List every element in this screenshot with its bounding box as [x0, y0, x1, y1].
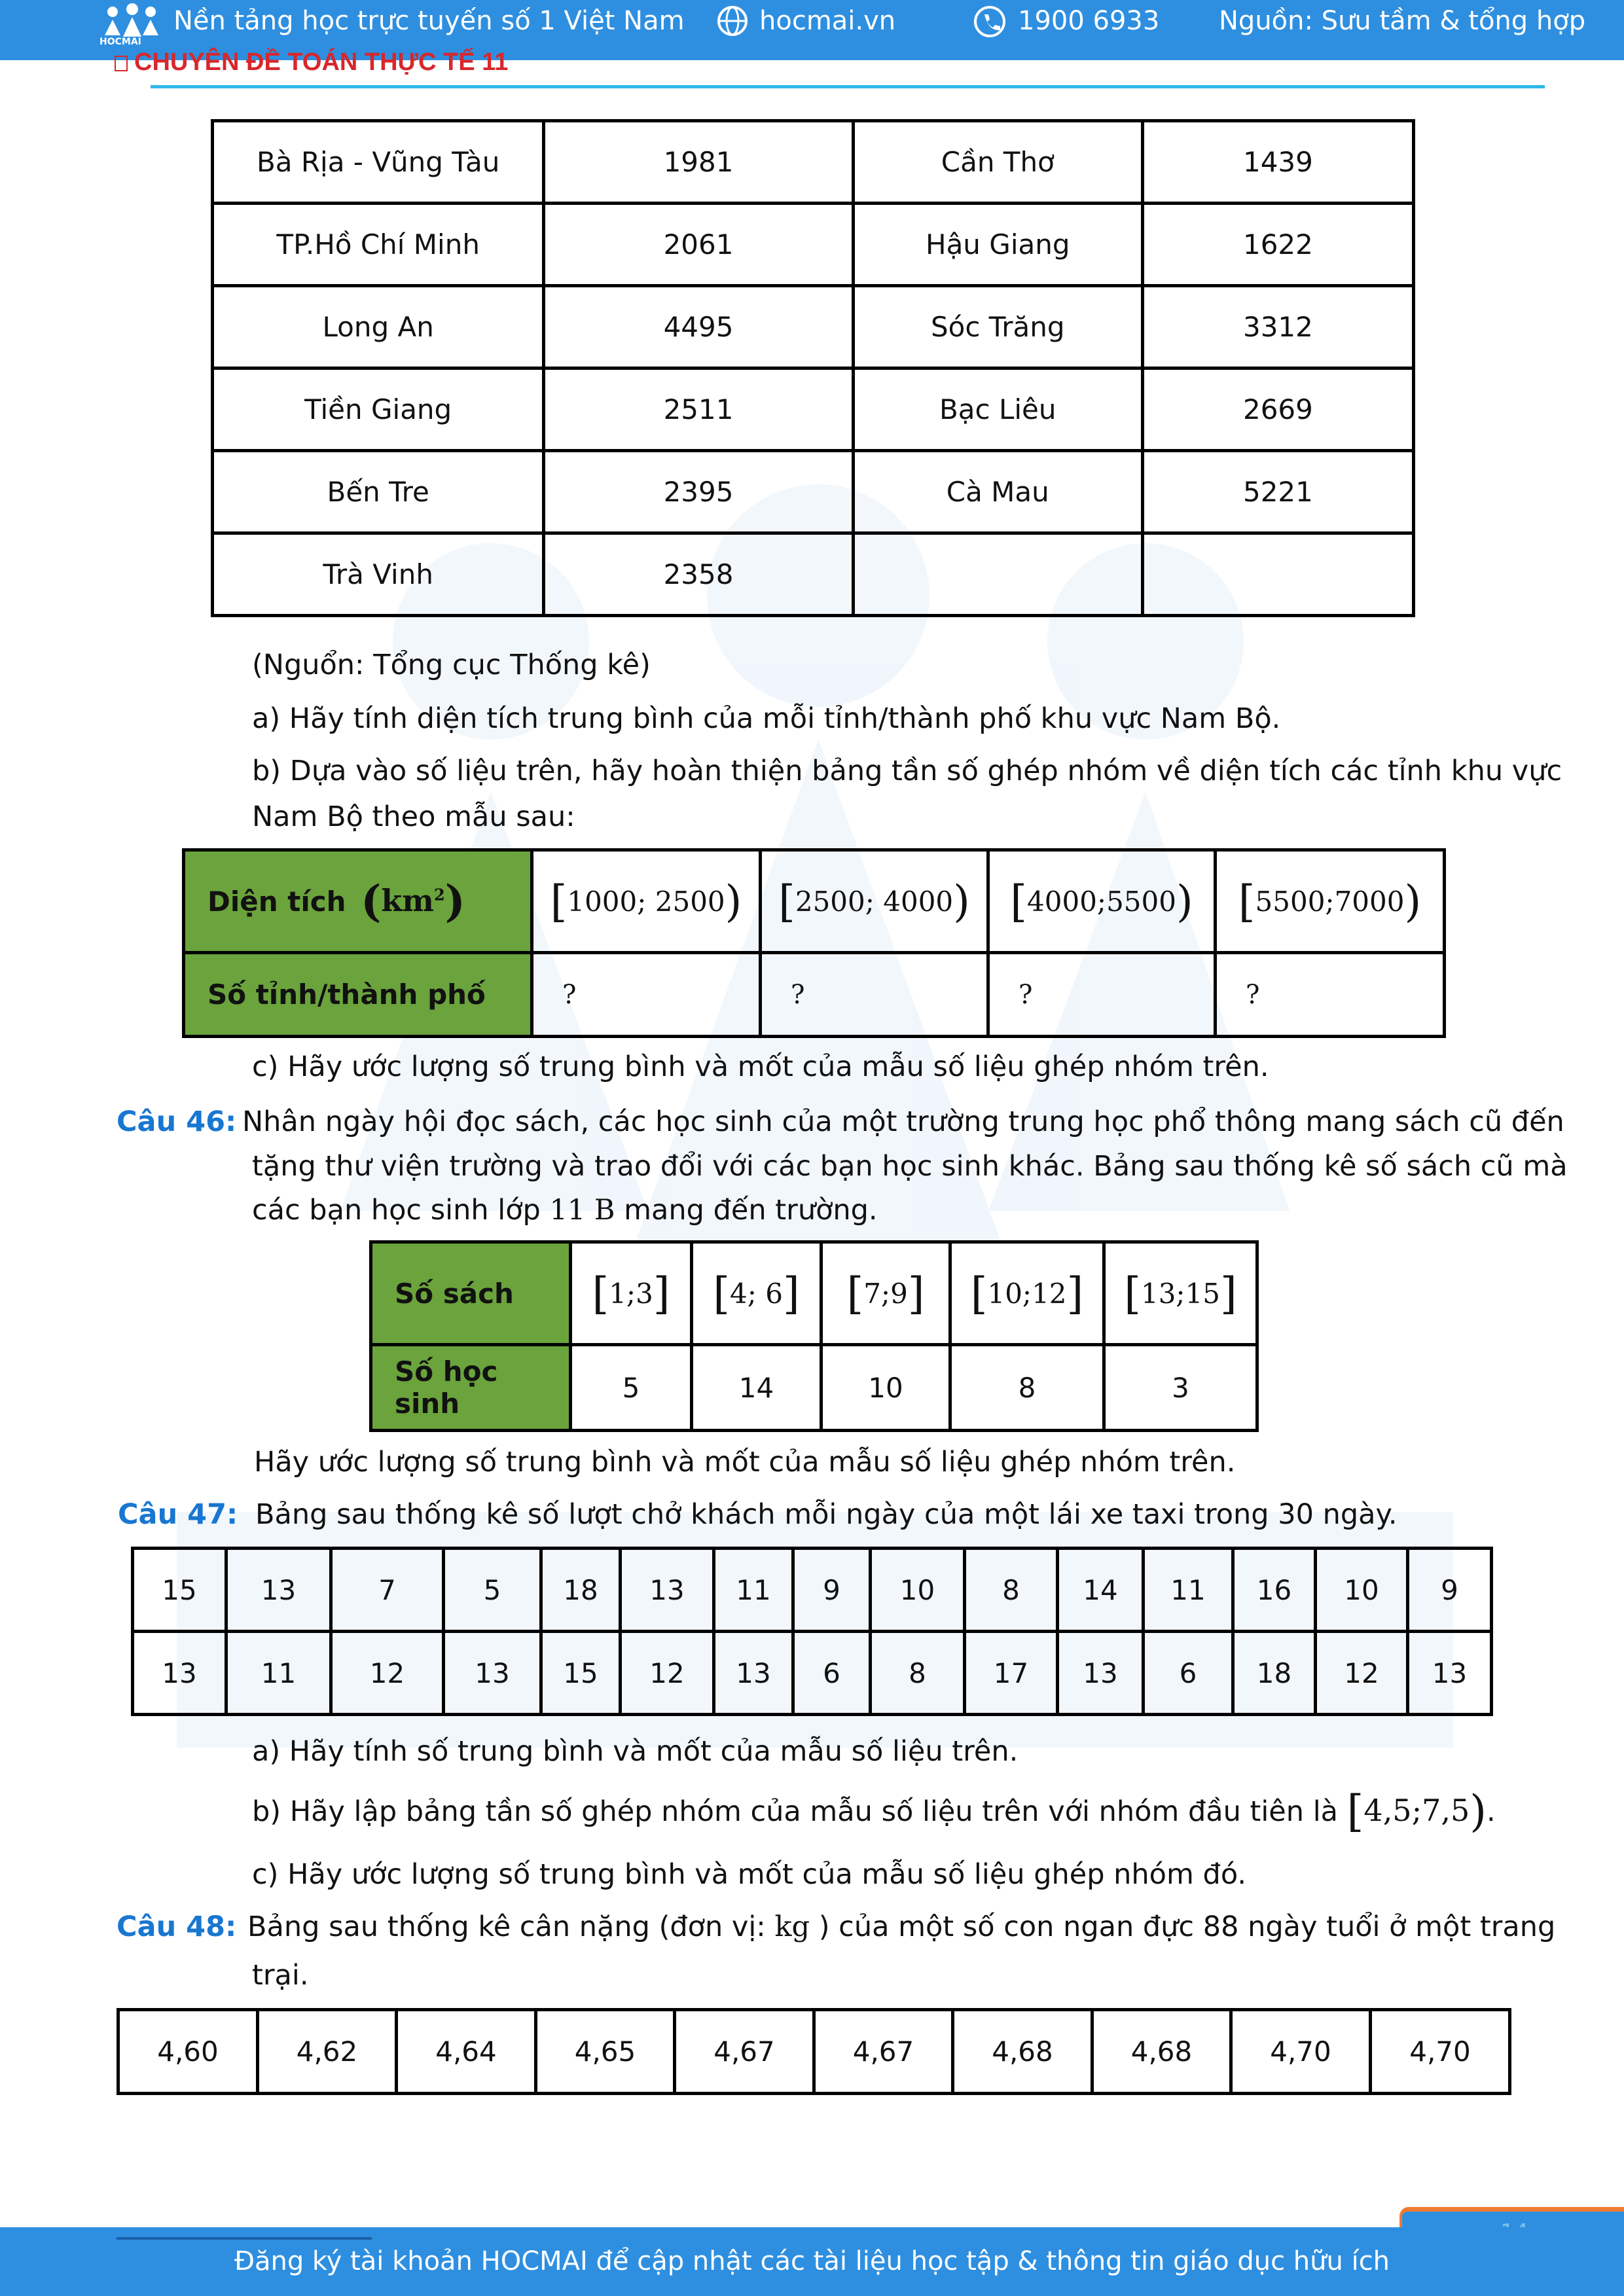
data-cell: 5 — [444, 1549, 541, 1632]
data-cell: 15 — [541, 1632, 621, 1715]
taxi-trips-table — [131, 1547, 1493, 1716]
interval-cell: [4000;5500) — [988, 850, 1216, 953]
data-cell: 10 — [1316, 1549, 1408, 1632]
province-area: 1622 — [1142, 204, 1413, 286]
data-cell: 17 — [965, 1632, 1058, 1715]
q46-line3-post: mang đến trường. — [624, 1194, 878, 1227]
table-row — [213, 368, 1414, 451]
q48-label: Câu 48: — [117, 1910, 237, 1943]
data-cell: 18 — [541, 1549, 621, 1632]
data-cell: 13 — [1058, 1632, 1144, 1715]
q45-part-c: c) Hãy ước lượng số trung bình và mốt của mẫu số liệu ghép nhóm trên. — [252, 1050, 1269, 1083]
logo-text: HOCMAI — [99, 37, 141, 47]
interval-value: 2500; 4000 — [795, 885, 954, 918]
books-label: Số sách — [371, 1242, 571, 1345]
source-note: (Nguổn: Tổng cục Thống kê) — [252, 649, 651, 681]
count-cell: 14 — [692, 1345, 821, 1431]
province-name: Long An — [213, 286, 544, 368]
placeholder-cell: ? — [1216, 953, 1445, 1037]
area-label-cell: Diện tích $(km^2)$ — [184, 850, 532, 953]
data-cell: 11 — [1144, 1549, 1233, 1632]
count-cell: 8 — [950, 1345, 1104, 1431]
interval-value: 1000; 2500 — [567, 885, 725, 918]
province-name: Sóc Trăng — [853, 286, 1142, 368]
data-cell: 8 — [871, 1632, 965, 1715]
header-website-link[interactable]: hocmai.vn — [759, 6, 896, 36]
interval-value: 7;9 — [863, 1277, 908, 1310]
data-cell: 12 — [621, 1632, 714, 1715]
area-unit-exponent: 2 — [433, 885, 445, 905]
class-name: 11 B — [549, 1194, 615, 1227]
q45-part-b-line2: Nam Bộ theo mẫu sau: — [252, 800, 575, 833]
area-frequency-table — [182, 848, 1446, 1038]
interval-cell: [13;15] — [1104, 1242, 1257, 1345]
province-name: Trà Vinh — [213, 533, 544, 616]
q47-intro: Bảng sau thống kê số lượt chở khách mỗi ngày của một lái xe taxi trong 30 ngày. — [255, 1498, 1398, 1531]
q47-part-a: a) Hãy tính số trung bình và mốt của mẫu số liệu trên. — [252, 1735, 1019, 1768]
q48-line1 — [247, 1905, 1555, 1949]
weight-unit: kg — [774, 1910, 810, 1943]
data-cell: 18 — [1233, 1632, 1316, 1715]
header-slogan: Nền tảng học trực tuyến số 1 Việt Nam — [173, 6, 685, 36]
footer-text[interactable]: Đăng ký tài khoản HOCMAI để cập nhật các tài liệu học tập & thông tin giáo dục hữu ích — [234, 2246, 1390, 2276]
q45-part-a: a) Hãy tính diện tích trung bình của mỗi tỉnh/thành phố khu vực Nam Bộ. — [252, 702, 1281, 735]
province-name: Cà Mau — [853, 451, 1142, 533]
province-name: Tiền Giang — [213, 368, 544, 451]
table-row — [133, 1549, 1492, 1632]
table-row — [213, 204, 1414, 286]
weight-cell: 4,65 — [536, 2010, 675, 2094]
province-area: 2358 — [544, 533, 853, 616]
interval-value: 10;12 — [987, 1277, 1067, 1310]
data-cell: 13 — [226, 1549, 331, 1632]
weight-cell: 4,68 — [1092, 2010, 1231, 2094]
globe-icon — [717, 5, 748, 37]
students-label: Số học sinh — [371, 1345, 571, 1431]
data-cell: 11 — [714, 1549, 793, 1632]
weight-cell: 4,70 — [1231, 2010, 1371, 2094]
weight-cell: 4,62 — [258, 2010, 397, 2094]
province-name — [853, 533, 1142, 616]
data-cell: 6 — [1144, 1632, 1233, 1715]
weight-cell: 4,67 — [675, 2010, 814, 2094]
province-name: Cần Thơ — [853, 121, 1142, 204]
province-name: Bến Tre — [213, 451, 544, 533]
area-table — [211, 119, 1415, 617]
data-cell: 15 — [133, 1549, 226, 1632]
q48-line2: trại. — [252, 1959, 309, 1992]
header-source-note: Nguồn: Sưu tầm & tổng hợp — [1219, 6, 1586, 36]
table-row — [371, 1345, 1257, 1431]
province-name: TP.Hồ Chí Minh — [213, 204, 544, 286]
chapter-title-text: CHUYÊN ĐỀ TOÁN THỰC TẾ 11 — [134, 48, 509, 76]
placeholder-cell: ? — [532, 953, 761, 1037]
data-cell: 7 — [331, 1549, 444, 1632]
count-cell: 3 — [1104, 1345, 1257, 1431]
province-name: Bà Rịa - Vũng Tàu — [213, 121, 544, 204]
interval-cell: [4; 6] — [692, 1242, 821, 1345]
province-area: 3312 — [1142, 286, 1413, 368]
data-cell: 12 — [331, 1632, 444, 1715]
province-area: 2669 — [1142, 368, 1413, 451]
q46-line1: Nhân ngày hội đọc sách, các học sinh của một trường trung học phổ thông mang sách cũ đến — [242, 1105, 1564, 1138]
q47-part-c: c) Hãy ước lượng số trung bình và mốt của mẫu số liệu ghép nhóm đó. — [252, 1858, 1247, 1891]
province-area: 2511 — [544, 368, 853, 451]
bullet-icon — [115, 56, 128, 71]
interval-cell: [7;9] — [821, 1242, 950, 1345]
weight-cell: 4,68 — [953, 2010, 1092, 2094]
weight-cell: 4,70 — [1371, 2010, 1510, 2094]
q45-part-b-line1: b) Dựa vào số liệu trên, hãy hoàn thiện bảng tần số ghép nhóm về diện tích các tỉnh khu vực — [252, 755, 1562, 787]
province-area: 2061 — [544, 204, 853, 286]
data-cell: 11 — [226, 1632, 331, 1715]
table-row — [213, 121, 1414, 204]
count-cell: 5 — [571, 1345, 692, 1431]
q48-line1-pre: Bảng sau thống kê cân nặng (đơn vị: — [247, 1910, 766, 1943]
province-name: Hậu Giang — [853, 204, 1142, 286]
books-frequency-table — [369, 1240, 1259, 1432]
data-cell: 9 — [1408, 1549, 1492, 1632]
table-row — [184, 850, 1445, 953]
weight-cell: 4,67 — [814, 2010, 953, 2094]
province-area — [1142, 533, 1413, 616]
table-row — [213, 286, 1414, 368]
province-area: 1981 — [544, 121, 853, 204]
data-cell: 13 — [621, 1549, 714, 1632]
table-row — [184, 953, 1445, 1037]
interval-value: 4000;5500 — [1027, 885, 1176, 918]
interval-value: 1;3 — [609, 1277, 653, 1310]
interval-value: 13;15 — [1140, 1277, 1221, 1310]
area-label: Diện tích — [208, 886, 346, 918]
data-cell: 10 — [871, 1549, 965, 1632]
phone-icon — [973, 5, 1006, 38]
weight-cell: 4,64 — [397, 2010, 536, 2094]
data-cell: 6 — [793, 1632, 871, 1715]
q47-label: Câu 47: — [118, 1498, 238, 1531]
q46-label: Câu 46: — [117, 1105, 237, 1138]
q48-line1-post: ) của một số con ngan đực 88 ngày tuổi ở một trang — [818, 1910, 1556, 1943]
table-row — [213, 451, 1414, 533]
data-cell: 13 — [1408, 1632, 1492, 1715]
table-row — [118, 2010, 1510, 2094]
area-unit: km — [381, 883, 434, 918]
data-cell: 12 — [1316, 1632, 1408, 1715]
interval-cell: [2500; 4000) — [761, 850, 988, 953]
weight-cell: 4,60 — [118, 2010, 258, 2094]
province-area: 4495 — [544, 286, 853, 368]
province-name: Bạc Liêu — [853, 368, 1142, 451]
interval-cell: [1000; 2500) — [532, 850, 761, 953]
table-row — [371, 1242, 1257, 1345]
title-underline — [151, 85, 1545, 88]
q47-part-b: b) Hãy lập bảng tần số ghép nhóm của mẫu số liệu trên với nhóm đầu tiên là [4,5;7,5). — [252, 1786, 1496, 1837]
table-row — [213, 533, 1414, 616]
count-cell: 10 — [821, 1345, 950, 1431]
province-area: 2395 — [544, 451, 853, 533]
placeholder-cell: ? — [988, 953, 1216, 1037]
q47-part-b-text: b) Hãy lập bảng tần số ghép nhóm của mẫu số liệu trên với nhóm đầu tiên là — [252, 1795, 1338, 1828]
data-cell: 14 — [1058, 1549, 1144, 1632]
footer-accent-line — [117, 2237, 372, 2240]
header-phone: 1900 6933 — [1018, 6, 1160, 36]
duck-weights-table — [117, 2008, 1511, 2095]
count-label: Số tỉnh/thành phố — [184, 953, 532, 1037]
province-area: 1439 — [1142, 121, 1413, 204]
interval-cell: [1;3] — [571, 1242, 692, 1345]
data-cell: 13 — [714, 1632, 793, 1715]
interval-cell: [10;12] — [950, 1242, 1104, 1345]
table-row — [133, 1632, 1492, 1715]
data-cell: 16 — [1233, 1549, 1316, 1632]
q46-line3-pre: các bạn học sinh lớp — [252, 1194, 541, 1227]
q46-question: Hãy ước lượng số trung bình và mốt của mẫu số liệu ghép nhóm trên. — [254, 1446, 1236, 1479]
chapter-title — [115, 47, 508, 77]
interval-value: 5500;7000 — [1255, 885, 1405, 918]
data-cell: 9 — [793, 1549, 871, 1632]
data-cell: 13 — [133, 1632, 226, 1715]
data-cell: 13 — [444, 1632, 541, 1715]
first-group-interval: 4,5;7,5 — [1363, 1793, 1470, 1828]
placeholder-cell: ? — [761, 953, 988, 1037]
q46-line2: tặng thư viện trường và trao đổi với các bạn học sinh khác. Bảng sau thống kê số sách cũ mà — [252, 1150, 1568, 1183]
interval-value: 4; 6 — [730, 1277, 783, 1310]
interval-cell: [5500;7000) — [1216, 850, 1445, 953]
data-cell: 8 — [965, 1549, 1058, 1632]
q46-line3 — [252, 1188, 878, 1232]
province-area: 5221 — [1142, 451, 1413, 533]
